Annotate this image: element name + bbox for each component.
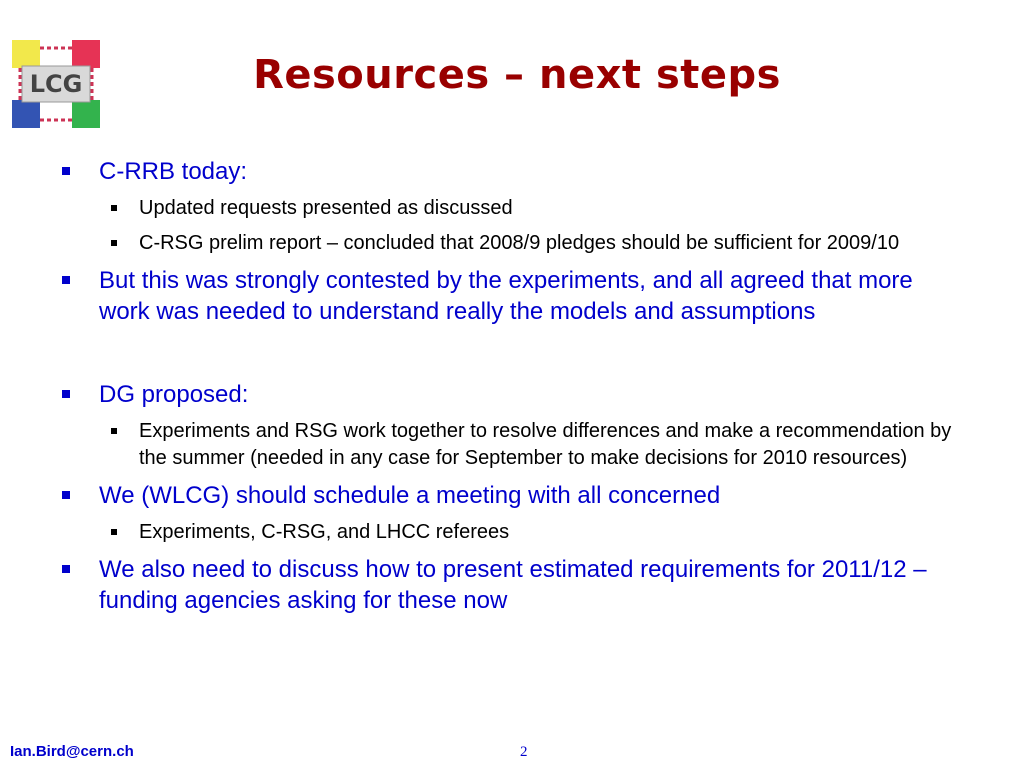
square-bullet-icon bbox=[62, 276, 70, 284]
square-bullet-icon bbox=[62, 167, 70, 175]
footer-email-link[interactable]: Ian.Bird@cern.ch bbox=[10, 743, 134, 760]
square-bullet-icon bbox=[111, 428, 117, 434]
square-bullet-icon bbox=[62, 565, 70, 573]
square-bullet-icon bbox=[111, 205, 117, 211]
sub-bullet-text: C-RSG prelim report – concluded that 2008/9 pledges should be sufficient for 2009/10 bbox=[139, 232, 900, 254]
bullet-contested bbox=[60, 265, 970, 327]
square-bullet-icon bbox=[111, 240, 117, 246]
sub-bullet-crsg-report bbox=[60, 230, 970, 257]
slide-body bbox=[60, 156, 970, 624]
bullet-text: C-RRB today: bbox=[99, 158, 248, 185]
bullet-dg-proposed bbox=[60, 379, 970, 410]
square-bullet-icon bbox=[111, 529, 117, 535]
bullet-estimated-requirements bbox=[60, 554, 970, 616]
bullet-wlcg-meeting bbox=[60, 480, 970, 511]
sub-bullet-referees bbox=[60, 519, 970, 546]
bullet-text: DG proposed: bbox=[99, 381, 249, 408]
bullet-crrb bbox=[60, 156, 970, 187]
spacer bbox=[60, 335, 970, 379]
bullet-text: But this was strongly contested by the experiments, and all agreed that more work was needed to understand really the models and assumptions bbox=[99, 267, 913, 325]
bullet-text: We also need to discuss how to present estimated requirements for 2011/12 – funding agencies asking for these now bbox=[99, 556, 927, 614]
sub-bullet-text: Updated requests presented as discussed bbox=[139, 197, 513, 219]
sub-bullet-experiments-rsg bbox=[60, 418, 970, 472]
square-bullet-icon bbox=[62, 390, 70, 398]
sub-bullet-updated-requests bbox=[60, 195, 970, 222]
slide-title: Resources – next steps bbox=[253, 52, 781, 98]
bullet-text: We (WLCG) should schedule a meeting with all concerned bbox=[99, 482, 721, 509]
page-number: 2 bbox=[520, 744, 528, 760]
sub-bullet-text: Experiments, C-RSG, and LHCC referees bbox=[139, 521, 510, 543]
square-bullet-icon bbox=[62, 491, 70, 499]
sub-bullet-text: Experiments and RSG work together to resolve differences and make a recommendation by the summer (needed in any case for September to make decisions for 2010 resources) bbox=[139, 420, 952, 469]
logo-text: LCG bbox=[29, 70, 83, 98]
